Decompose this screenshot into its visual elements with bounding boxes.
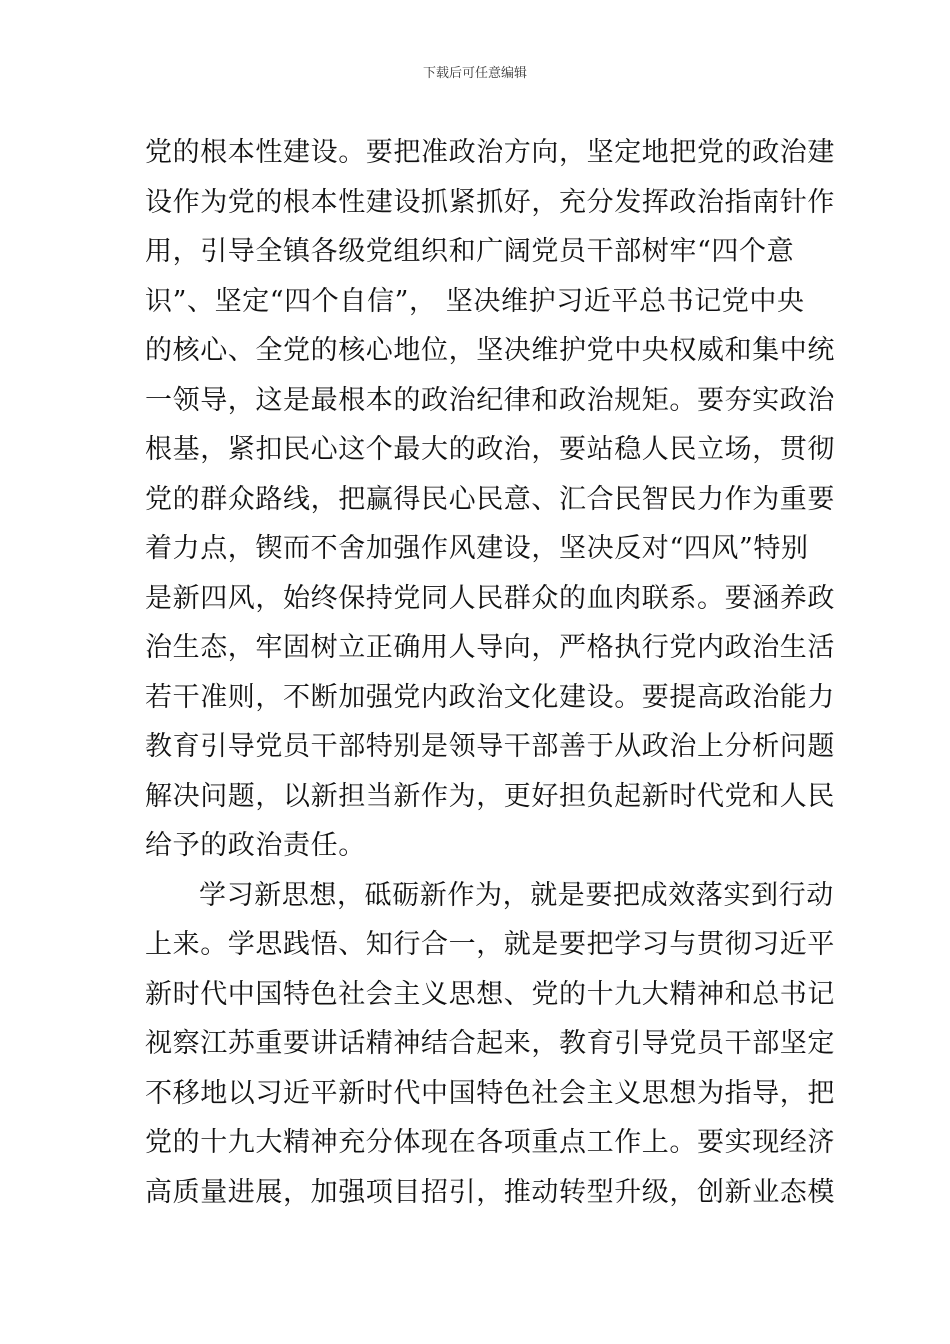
paragraph-2	[145, 871, 835, 1218]
text-line: 设作为党的根本性建设抓紧抓好，充分发挥政治指南针作	[145, 186, 835, 218]
text-line: 根基，紧扣民心这个最大的政治，要站稳人民立场，贯彻	[145, 434, 835, 465]
text-line: 党的根本性建设。要把准政治方向，坚定地把党的政治建	[145, 137, 835, 168]
text-line: 新时代中国特色社会主义思想、党的十九大精神和总书记	[145, 978, 835, 1010]
text-line: 用，引导全镇各级党组织和广阔党员干部树牢“四个意	[145, 236, 795, 267]
text-line: 党的群众路线，把赢得民心民意、汇合民智民力作为重要	[145, 483, 835, 515]
text-line: 是新四风，始终保持党同人民群众的血肉联系。要涵养政	[145, 582, 835, 614]
text-line: 党的十九大精神充分体现在各项重点工作上。要实现经济	[145, 1127, 835, 1158]
text-line: 解决问题，以新担当新作为，更好担负起新时代党和人民	[145, 780, 835, 812]
text-line: 识”、坚定“四个自信”， 坚决维护习近平总书记党中央	[145, 285, 805, 317]
paragraph-1	[145, 128, 835, 871]
text-line: 视察江苏重要讲话精神结合起来，教育引导党员干部坚定	[145, 1028, 835, 1059]
text-line: 着力点，锲而不舍加强作风建设，坚决反对“四风”特别	[145, 533, 809, 564]
text-line: 的核心、全党的核心地位，坚决维护党中央权威和集中统	[145, 335, 835, 366]
text-line: 治生态，牢固树立正确用人导向，严格执行党内政治生活	[145, 632, 835, 663]
page-header: 下载后可任意编辑	[422, 66, 527, 81]
text-line: 若干准则，不断加强党内政治文化建设。要提高政治能力	[145, 681, 835, 713]
text-line: 不移地以习近平新时代中国特色社会主义思想为指导，把	[145, 1077, 835, 1109]
text-line-first-indented: 学习新思想，砥砺新作为，就是要把成效落实到行动	[199, 879, 834, 911]
text-line: 教育引导党员干部特别是领导干部善于从政治上分析问题	[145, 731, 835, 762]
text-line: 一领导，这是最根本的政治纪律和政治规矩。要夯实政治	[145, 384, 835, 416]
text-line: 高质量进展，加强项目招引，推动转型升级，创新业态模	[145, 1176, 835, 1208]
document-body	[145, 128, 835, 1217]
text-line: 上来。学思践悟、知行合一，就是要把学习与贯彻习近平	[145, 929, 835, 960]
text-line: 给予的政治责任。	[145, 830, 366, 861]
